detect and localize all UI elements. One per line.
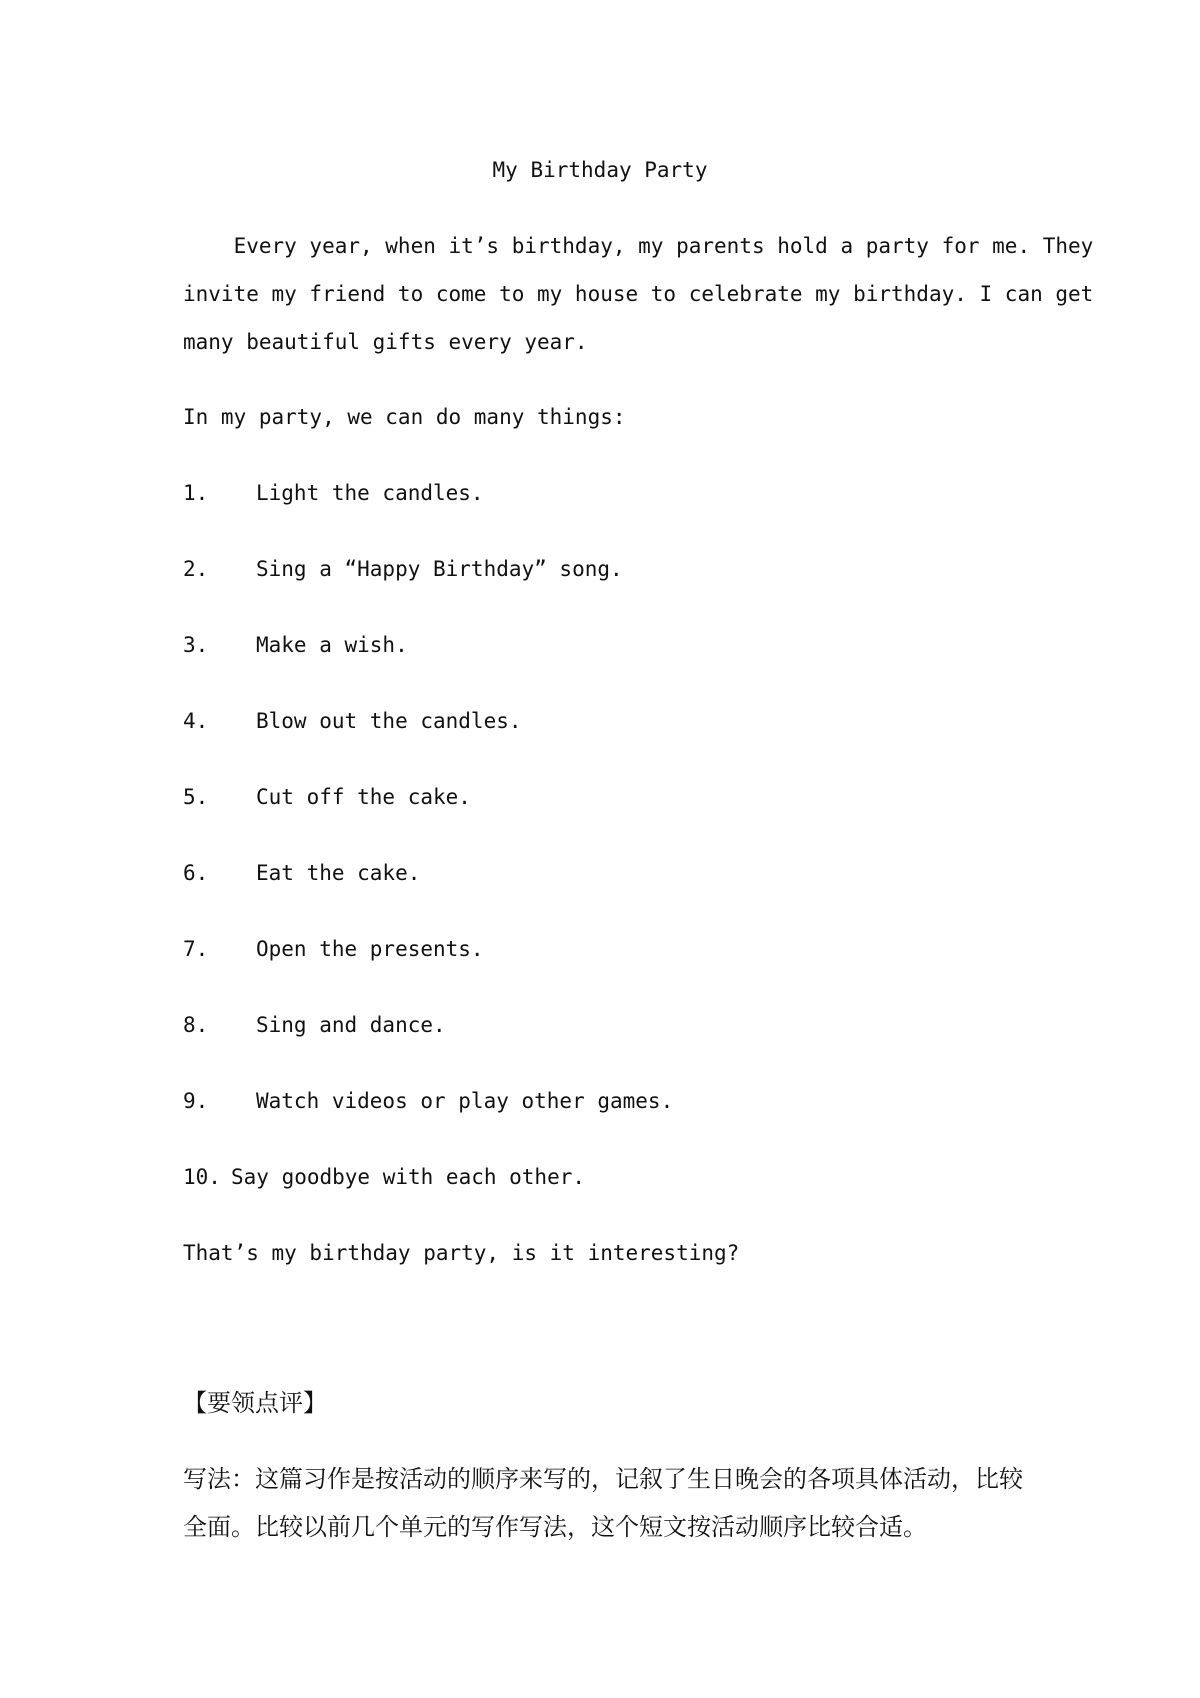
list-item-number: 4. [183,709,209,733]
essay-title: My Birthday Party [492,158,708,182]
list-item-text: Sing and dance. [256,1013,446,1037]
review-line-1: 写法：这篇习作是按活动的顺序来写的，记叙了生日晚会的各项具体活动，比较 [183,1465,1023,1493]
list-item-text: Watch videos or play other games. [256,1089,674,1113]
list-item-number: 6. [183,861,209,885]
list-item-number: 2. [183,557,209,581]
list-item-number: 3. [183,633,209,657]
intro-line-2: invite my friend to come to my house to celebrate my birthday. I can get [183,282,1094,306]
list-item-number: 9. [183,1089,209,1113]
review-heading: 【要领点评】 [183,1389,327,1417]
intro-line-1: Every year, when it’s birthday, my parents hold a party for me. They [183,234,1094,258]
list-item-text: Blow out the candles. [256,709,522,733]
list-item-number: 10. [183,1165,221,1189]
list-item-text: Open the presents. [256,937,484,961]
list-item-number: 1. [183,481,209,505]
list-item-number: 7. [183,937,209,961]
closing-line: That’s my birthday party, is it interesting? [183,1241,740,1265]
list-item-number: 5. [183,785,209,809]
list-intro: In my party, we can do many things: [183,405,626,429]
intro-line-3: many beautiful gifts every year. [183,330,588,354]
list-item-text: Cut off the cake. [256,785,471,809]
list-item-text: Sing a “Happy Birthday” song. [256,557,623,581]
list-item-number: 8. [183,1013,209,1037]
review-line-2: 全面。比较以前几个单元的写作写法，这个短文按活动顺序比较合适。 [183,1513,927,1541]
list-item-text: Eat the cake. [256,861,421,885]
list-item-text: Light the candles. [256,481,484,505]
list-item-text: Say goodbye with each other. [231,1165,586,1189]
list-item-text: Make a wish. [256,633,408,657]
